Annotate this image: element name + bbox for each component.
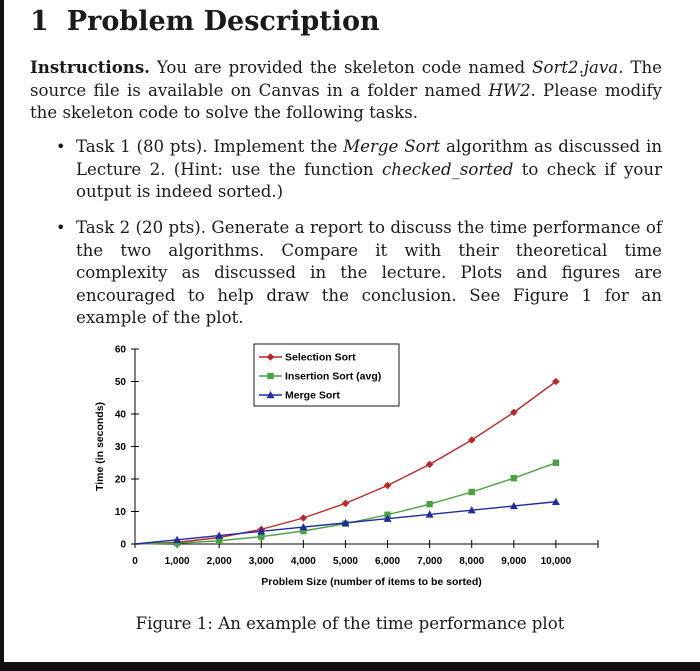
x-tick-label: 2,000 xyxy=(206,556,232,567)
legend-label: Merge Sort xyxy=(285,389,340,402)
data-point-marker xyxy=(553,460,559,466)
y-tick-label: 60 xyxy=(114,344,126,356)
data-point-marker xyxy=(468,436,476,444)
y-tick-label: 0 xyxy=(120,539,126,551)
folder-name: HW2 xyxy=(488,80,531,100)
task-1-emphasis: Merge Sort xyxy=(343,137,441,156)
x-tick-label: 5,000 xyxy=(332,556,358,567)
time-performance-chart xyxy=(82,334,602,594)
data-point-marker xyxy=(300,514,308,522)
x-tick-label: 8,000 xyxy=(459,556,485,567)
x-tick-label: 7,000 xyxy=(417,556,443,567)
data-point-marker xyxy=(426,461,434,469)
task-1 xyxy=(76,136,662,204)
y-tick-label: 20 xyxy=(114,474,126,486)
x-tick-label: 6,000 xyxy=(375,556,401,567)
section-number: 1 xyxy=(30,6,49,37)
instructions-text-2: . The source file is available on Canvas in a folder named xyxy=(30,58,662,100)
y-tick-label: 40 xyxy=(114,409,126,421)
x-tick-label: 9,000 xyxy=(501,556,527,567)
task-1-text-2: algorithm as discussed in Lecture 2. (Hint: use the function xyxy=(76,137,663,179)
task-1-text-3: to check if your output is indeed sorted.) xyxy=(76,159,662,201)
legend-label: Selection Sort xyxy=(285,351,356,364)
instructions-label: Instructions. xyxy=(30,57,150,77)
data-point-marker xyxy=(384,482,392,490)
x-tick-label: 3,000 xyxy=(248,556,274,567)
legend-label: Insertion Sort (avg) xyxy=(285,370,382,383)
task-2: Task 2 (20 pts). Generate a report to discuss the time performance of the two algorithms. Compare it with their theoretical time complexity as discussed in the lecture. Plots and figures are encouraged to help draw the conclusion. See Figure 1 for an example of the plot. xyxy=(76,218,662,327)
instructions-text-1: You are provided the skeleton code named xyxy=(149,58,533,77)
bullet-task-1: • xyxy=(56,137,66,156)
data-point-marker xyxy=(469,489,475,495)
y-tick-label: 10 xyxy=(114,507,126,518)
left-border xyxy=(0,0,4,671)
section-heading xyxy=(30,6,380,37)
data-point-marker xyxy=(511,475,517,481)
y-axis-label: Time (in seconds) xyxy=(94,401,106,492)
data-point-marker xyxy=(267,373,273,379)
bullet-task-2: • xyxy=(56,218,66,237)
x-tick-label: 0 xyxy=(132,556,138,567)
section-title: Problem Description xyxy=(66,6,380,37)
data-point-marker xyxy=(342,500,350,508)
file-name: Sort2.java xyxy=(532,58,619,77)
y-tick-label: 30 xyxy=(114,442,126,453)
task-1-function-name: checked_sorted xyxy=(381,159,514,179)
bottom-border xyxy=(0,662,700,671)
x-tick-label: 4,000 xyxy=(290,556,316,567)
y-tick-label: 50 xyxy=(114,377,126,388)
instructions-paragraph xyxy=(30,56,662,125)
x-tick-label: 1,000 xyxy=(164,556,190,567)
data-point-marker xyxy=(426,501,432,507)
x-axis-label: Problem Size (number of items to be sorted) xyxy=(261,576,482,588)
task-1-text-1: Task 1 (80 pts). Implement the xyxy=(76,137,344,156)
instructions-text-3: . Please modify the skeleton code to solve the following tasks. xyxy=(30,80,662,122)
figure-caption: Figure 1: An example of the time performance plot xyxy=(135,614,565,633)
x-tick-label: 10,000 xyxy=(540,556,572,567)
